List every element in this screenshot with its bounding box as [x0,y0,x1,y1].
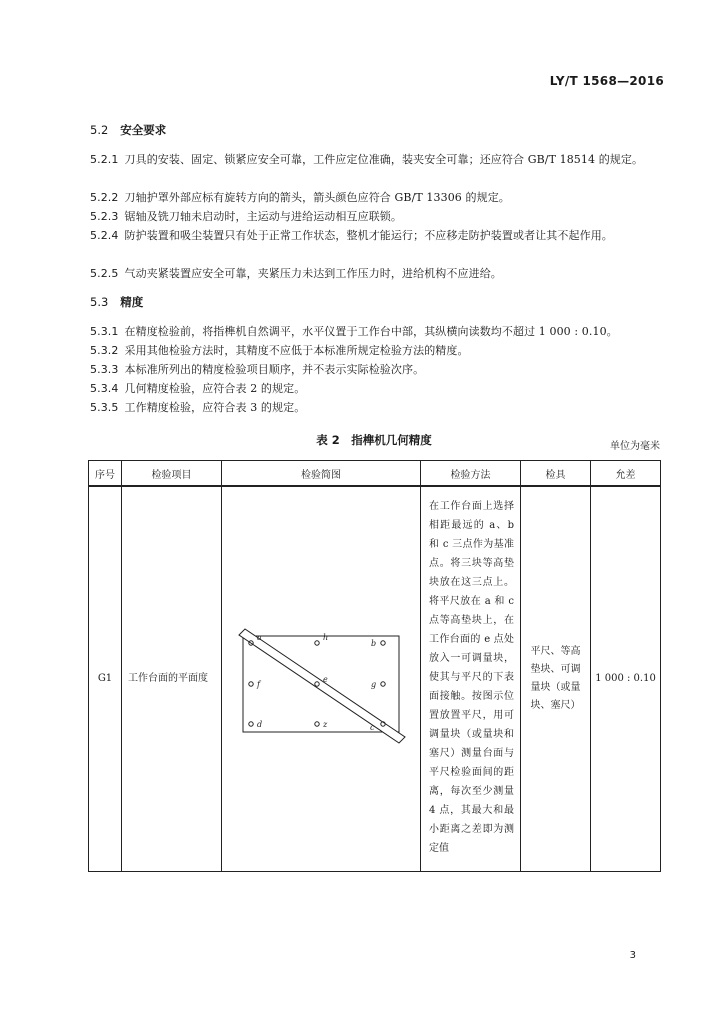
clause-number: 5.2.3 [90,210,119,223]
point-h-marker [315,641,319,645]
point-f-marker [249,682,253,686]
clause-text: 几何精度检验，应符合表 2 的规定。 [124,382,306,395]
cell-item: 工作台面的平面度 [122,486,222,871]
clause-5-3-2 [90,341,665,360]
worktable-flatness-sketch [231,614,411,744]
clause-number: 5.2.2 [90,191,119,204]
table-caption: 表 2 指榫机几何精度 [316,433,432,447]
clause-number: 5.3.1 [90,325,119,338]
clause-text: 刀轴护罩外部应标有旋转方向的箭头，箭头颜色应符合 GB/T 13306 的规定。 [124,191,510,204]
section-number: 5.3 [90,295,109,309]
clause-5-2-5 [90,264,665,283]
clause-5-2-2 [90,188,665,207]
point-label-c: c [370,722,375,732]
point-d-marker [249,722,253,726]
header-tool: 检具 [521,461,591,487]
clause-text: 采用其他检验方法时，其精度不应低于本标准所规定检验方法的精度。 [124,344,469,357]
table-header-row [89,461,661,487]
clause-5-3-4 [90,379,665,398]
point-label-g: g [371,679,377,689]
point-g-marker [381,682,385,686]
clause-number: 5.2.5 [90,267,119,280]
clause-5-2-1 [90,150,665,169]
section-number: 5.2 [90,123,109,137]
point-label-f: f [257,679,260,689]
clause-number: 5.2.4 [90,229,119,242]
point-label-a: a [257,632,262,642]
point-label-z: z [323,719,328,729]
clause-text: 在精度检验前，将指榫机自然调平，水平仪置于工作台中部，其纵横向读数均不超过 1 000 : 0.10。 [124,325,618,338]
clause-5-2-3 [90,207,665,226]
clause-text: 本标准所列出的精度检验项目顺序，并不表示实际检验次序。 [124,363,425,376]
clause-number: 5.3.5 [90,401,119,414]
cell-tolerance: 1 000 : 0.10 [591,486,661,871]
point-label-h: h [323,632,329,642]
clause-text: 气动夹紧装置应安全可靠，夹紧压力未达到工作压力时，进给机构不应进给。 [124,267,502,280]
clause-text: 锯轴及铣刀轴未启动时，主运动与进给运动相互应联锁。 [124,210,402,223]
clause-text: 防护装置和吸尘装置只有处于正常工作状态，整机才能运行；不应移走防护装置或者让其不起作用。 [124,229,613,242]
page-number: 3 [629,950,636,961]
point-label-e: e [323,674,328,684]
table-row [89,486,661,871]
clause-number: 5.2.1 [90,153,119,166]
clause-number: 5.3.4 [90,382,119,395]
clause-number: 5.3.2 [90,344,119,357]
section-heading-5-2 [90,122,166,138]
geometric-accuracy-table [88,460,661,872]
section-title: 精度 [120,295,144,309]
header-tolerance: 允差 [591,461,661,487]
clause-5-3-1 [90,322,665,341]
clause-5-3-5 [90,398,665,417]
section-title: 安全要求 [120,123,167,137]
clause-text: 工作精度检验，应符合表 3 的规定。 [124,401,306,414]
cell-method: 在工作台面上选择相距最远的 a、b 和 c 三点作为基准点。将三块等高垫块放在这三点上。将平尺放在 a 和 c 点等高垫块上，在工作台面的 e 点处放入一可调量块，使其与平尺的下表面接触。按图示位置放置平尺，用可调量块（或量块和塞尺）测量台面与平尺检验面间的距离，每次至少测量 4 点，其最大和最小距离之差即为测定值 [421,486,521,871]
straightedge-shape [239,629,405,743]
cell-seq: G1 [89,486,122,871]
clause-5-2-4 [90,226,665,245]
point-b-marker [381,641,385,645]
clause-5-3-3 [90,360,665,379]
point-label-d: d [257,719,263,729]
point-label-b: b [371,638,377,648]
header-sketch: 检验简图 [222,461,421,487]
header-seq: 序号 [89,461,122,487]
table-unit: 单位为毫米 [610,441,660,452]
standard-code: LY/T 1568—2016 [549,74,664,88]
header-method: 检验方法 [421,461,521,487]
point-z-marker [315,722,319,726]
section-heading-5-3 [90,294,143,310]
cell-tool: 平尺、等高垫块、可调量块（或量块、塞尺） [521,486,591,871]
header-item: 检验项目 [122,461,222,487]
cell-sketch [222,486,421,871]
clause-number: 5.3.3 [90,363,119,376]
clause-text: 刀具的安装、固定、锁紧应安全可靠，工件应定位准确，装夹安全可靠；还应符合 GB/T 18514 的规定。 [124,153,644,166]
